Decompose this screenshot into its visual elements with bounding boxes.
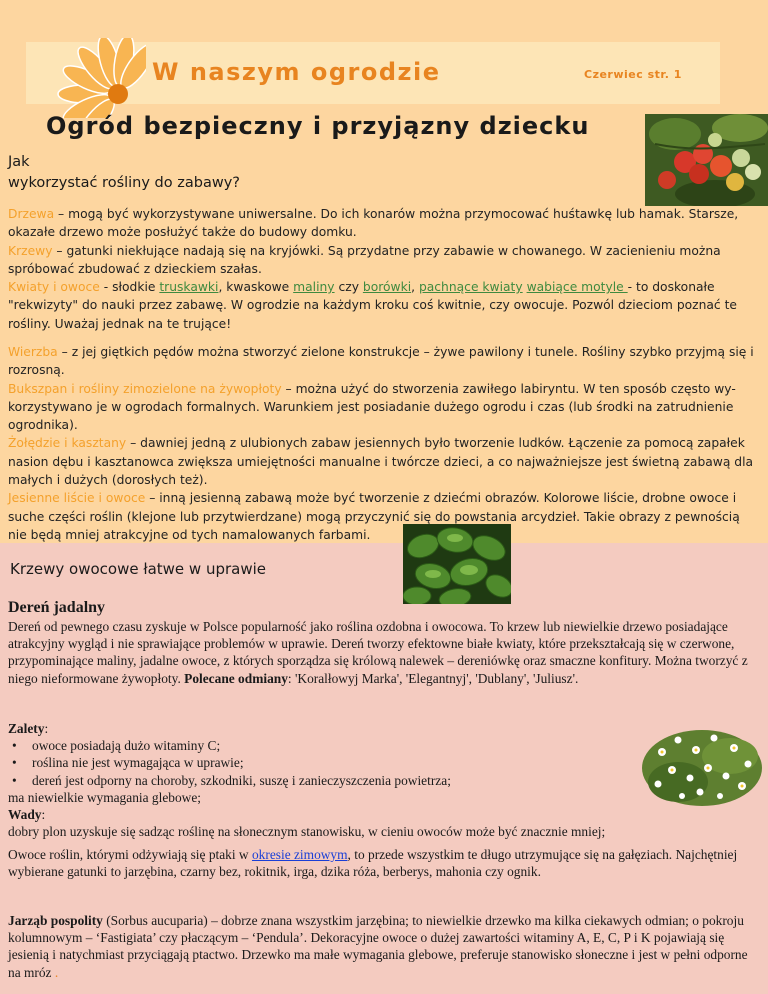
plants-section-2 xyxy=(8,343,760,544)
article-subtitle xyxy=(8,152,468,194)
paragraph-zoledzie xyxy=(8,434,760,489)
text-drzewa: – mogą być wykorzystywane uniwersalne. Do ich konarów można przymocować huśtawkę lub hamak. Starsze, okazałe drzewo może posłużyć także do budowy domku. xyxy=(8,207,739,240)
gleba-text: ma niewielkie wymagania glebowe; xyxy=(8,789,201,805)
plants-section-1 xyxy=(8,205,760,333)
pros-cons xyxy=(8,720,760,840)
dern-paragraph xyxy=(8,618,760,687)
text-bukszpan: – można użyć do stworzenia zawiłego labiryntu. W ten sposób często wy-korzystywano je w ogrodach formalnych. Warunkiem jest posiadanie dużego ogrodu i czas (lub środki na zatrudnienie ogrodnika). xyxy=(8,381,736,433)
text-jesienne: – inną jesienną zabawą może być tworzenie z dziećmi obrazów. Kolorowe liście, drobne owoce i suche części roślin (klejone lub przytwierdzane) mogą przyczynić się do powstania arcydzieł. Takie obrazy z pewnością nie będą mniej atrakcyjne od tych namalowanych farbami. xyxy=(8,491,740,542)
text-kwiaty-2: , kwaskowe xyxy=(218,280,294,295)
text-zoledzie: – dawniej jedną z ulubionych zabaw jesiennych było tworzenie ludków. Łączenie za pomocą zapałek nasion dębu i kasztanowca zwiększa umiejętności manualne i twórcze dzieci, a co najważniejsze jest świetną zabawą dla małych i dużych (dorosłych też). xyxy=(8,436,754,488)
subtitle-line-1: Jak xyxy=(8,154,30,170)
text-wierzba: – z jej giętkich pędów można stworzyć zielone konstrukcje – żywe pawilony i tunele. Rośliny szybko przyjmą się i rozrosną. xyxy=(8,345,754,378)
label-bukszpan: Bukszpan i rośliny zimozielone na żywopłoty xyxy=(8,381,282,396)
wady-label: Wady xyxy=(8,807,42,823)
link-okresie-zimowym[interactable]: okresie zimowym xyxy=(251,847,348,862)
polecane-label: Polecane odmiany xyxy=(184,670,288,686)
text-kwiaty-1: - słodkie xyxy=(99,280,160,295)
article-title: Ogród bezpieczny i przyjązny dziecku xyxy=(46,112,590,140)
jarzab-paragraph xyxy=(8,912,760,981)
paragraph-bukszpan xyxy=(8,380,760,435)
paragraph-krzewy xyxy=(8,242,760,279)
zalety-item: • owoce posiadają dużo witaminy C; xyxy=(8,737,760,754)
text-kwiaty-6: - to doskonałe "rekwizyty" do nauki przez zabawę. W ogrodzie na każdym kroku coś kwitnie, czy owocuje. Pozwól dzieciom poznać te rośliny. Uważaj jednak na te trujące! xyxy=(8,280,737,331)
jarzab-label: Jarząb pospolity xyxy=(8,913,103,928)
zalety-list xyxy=(8,737,760,789)
magazine-title: W naszym ogrodzie xyxy=(152,58,441,86)
daisy-logo-icon xyxy=(26,38,146,118)
label-wierzba: Wierzba xyxy=(8,345,58,359)
dern-text: Dereń od pewnego czasu zyskuje w Polsce popularność jako roślina ozdobna i owocowa. To krzew lub niewielkie drzewo posiadające atrakcyjny wygląd i nie sprawiające problemów w uprawie. Dereń tworzy efektowne białe kwiaty, które przekształcają się w czerwone, przypominające maliny, jadalne owoce, z których sporządza się królową nalewek – dereniówkę oraz smaczne konfitury. Można tworzyć z niego nieformowane żywopłoty. xyxy=(8,619,748,686)
text-kwiaty-4: , xyxy=(411,280,419,295)
link-wabiace-motyle[interactable]: wabiące motyle xyxy=(526,280,628,295)
jarzab-dot: . xyxy=(54,964,59,980)
paragraph-drzewa xyxy=(8,205,760,242)
label-krzewy: Krzewy xyxy=(8,243,53,258)
dern-title: Dereń jadalny xyxy=(8,599,106,616)
zalety-item: • dereń jest odporny na choroby, szkodniki, suszę i zanieczyszczenia powietrza; xyxy=(8,772,760,789)
subtitle-line-2: wykorzystać rośliny do zabawy? xyxy=(8,175,240,191)
wady-colon: : xyxy=(41,807,46,823)
link-borowki[interactable]: borówki xyxy=(362,280,412,295)
link-pachnace-kwiaty[interactable]: pachnące kwiaty xyxy=(418,280,523,295)
shrubs-section-title: Krzewy owocowe łatwe w uprawie xyxy=(10,560,267,578)
link-maliny[interactable]: maliny xyxy=(293,280,335,295)
owoce-text-1: Owoce roślin, którymi odżywiają się ptaki w xyxy=(8,847,252,862)
jarzab-text: (Sorbus aucuparia) – dobrze znana wszystkim jarzębina; to niewielkie drzewko ma kilka ciekawych odmian; o pokroju kolumnowym – ‘Fastigiata’ czy płaczącym – ‘Pendula’. Dekoracyjne owoce o dużej zawartości witaminy A, E, C, P i K pojawiają się jesienią i natychmiast przyciągają ptactwo. Drzewko ma małe wymagania glebowe, preferuje stanowisko słoneczne i jest w pełni odporne na mróz xyxy=(8,913,748,980)
tomato-photo xyxy=(645,114,768,206)
zalety-colon: : xyxy=(44,721,49,736)
paragraph-kwiaty xyxy=(8,278,760,333)
text-krzewy: – gatunki niekłujące nadają się na kryjówki. Są przydatne przy zabawie w chowanego. W zacienieniu można spróbować zbudować z dzieckiem szałas. xyxy=(8,243,721,276)
issue-label: Czerwiec str. 1 xyxy=(584,68,682,81)
label-jesienne: Jesienne liście i owoce xyxy=(8,491,146,506)
polecane-text: : 'Koralłowyj Marka', 'Elegantnyj', 'Dublany', 'Juliusz'. xyxy=(287,670,579,686)
birds-paragraph xyxy=(8,846,760,880)
wady-text: dobry plon uzyskuje się sadząc roślinę na słonecznym stanowisku, w cieniu owoców może być znacznie mniej; xyxy=(8,824,606,840)
label-zoledzie: Żołędzie i kasztany xyxy=(8,436,127,451)
text-kwiaty-3: czy xyxy=(334,280,363,295)
mint-photo xyxy=(403,524,511,604)
paragraph-wierzba xyxy=(8,343,760,380)
link-truskawki[interactable]: truskawki xyxy=(159,280,219,295)
label-kwiaty: Kwiaty i owoce xyxy=(8,280,100,295)
owoce-text-2: , to przede wszystkim te długo utrzymujące się na gałęziach. Najchętniej wybierane gatunki to jarzębina, czarny bez, rokitnik, irga, dzika róża, berberys, mahonia czy ognik. xyxy=(8,847,738,880)
paragraph-jesienne xyxy=(8,489,760,544)
zalety-label: Zalety xyxy=(8,721,45,736)
label-drzewa: Drzewa xyxy=(8,207,55,221)
zalety-item: • roślina nie jest wymagająca w uprawie; xyxy=(8,754,760,771)
